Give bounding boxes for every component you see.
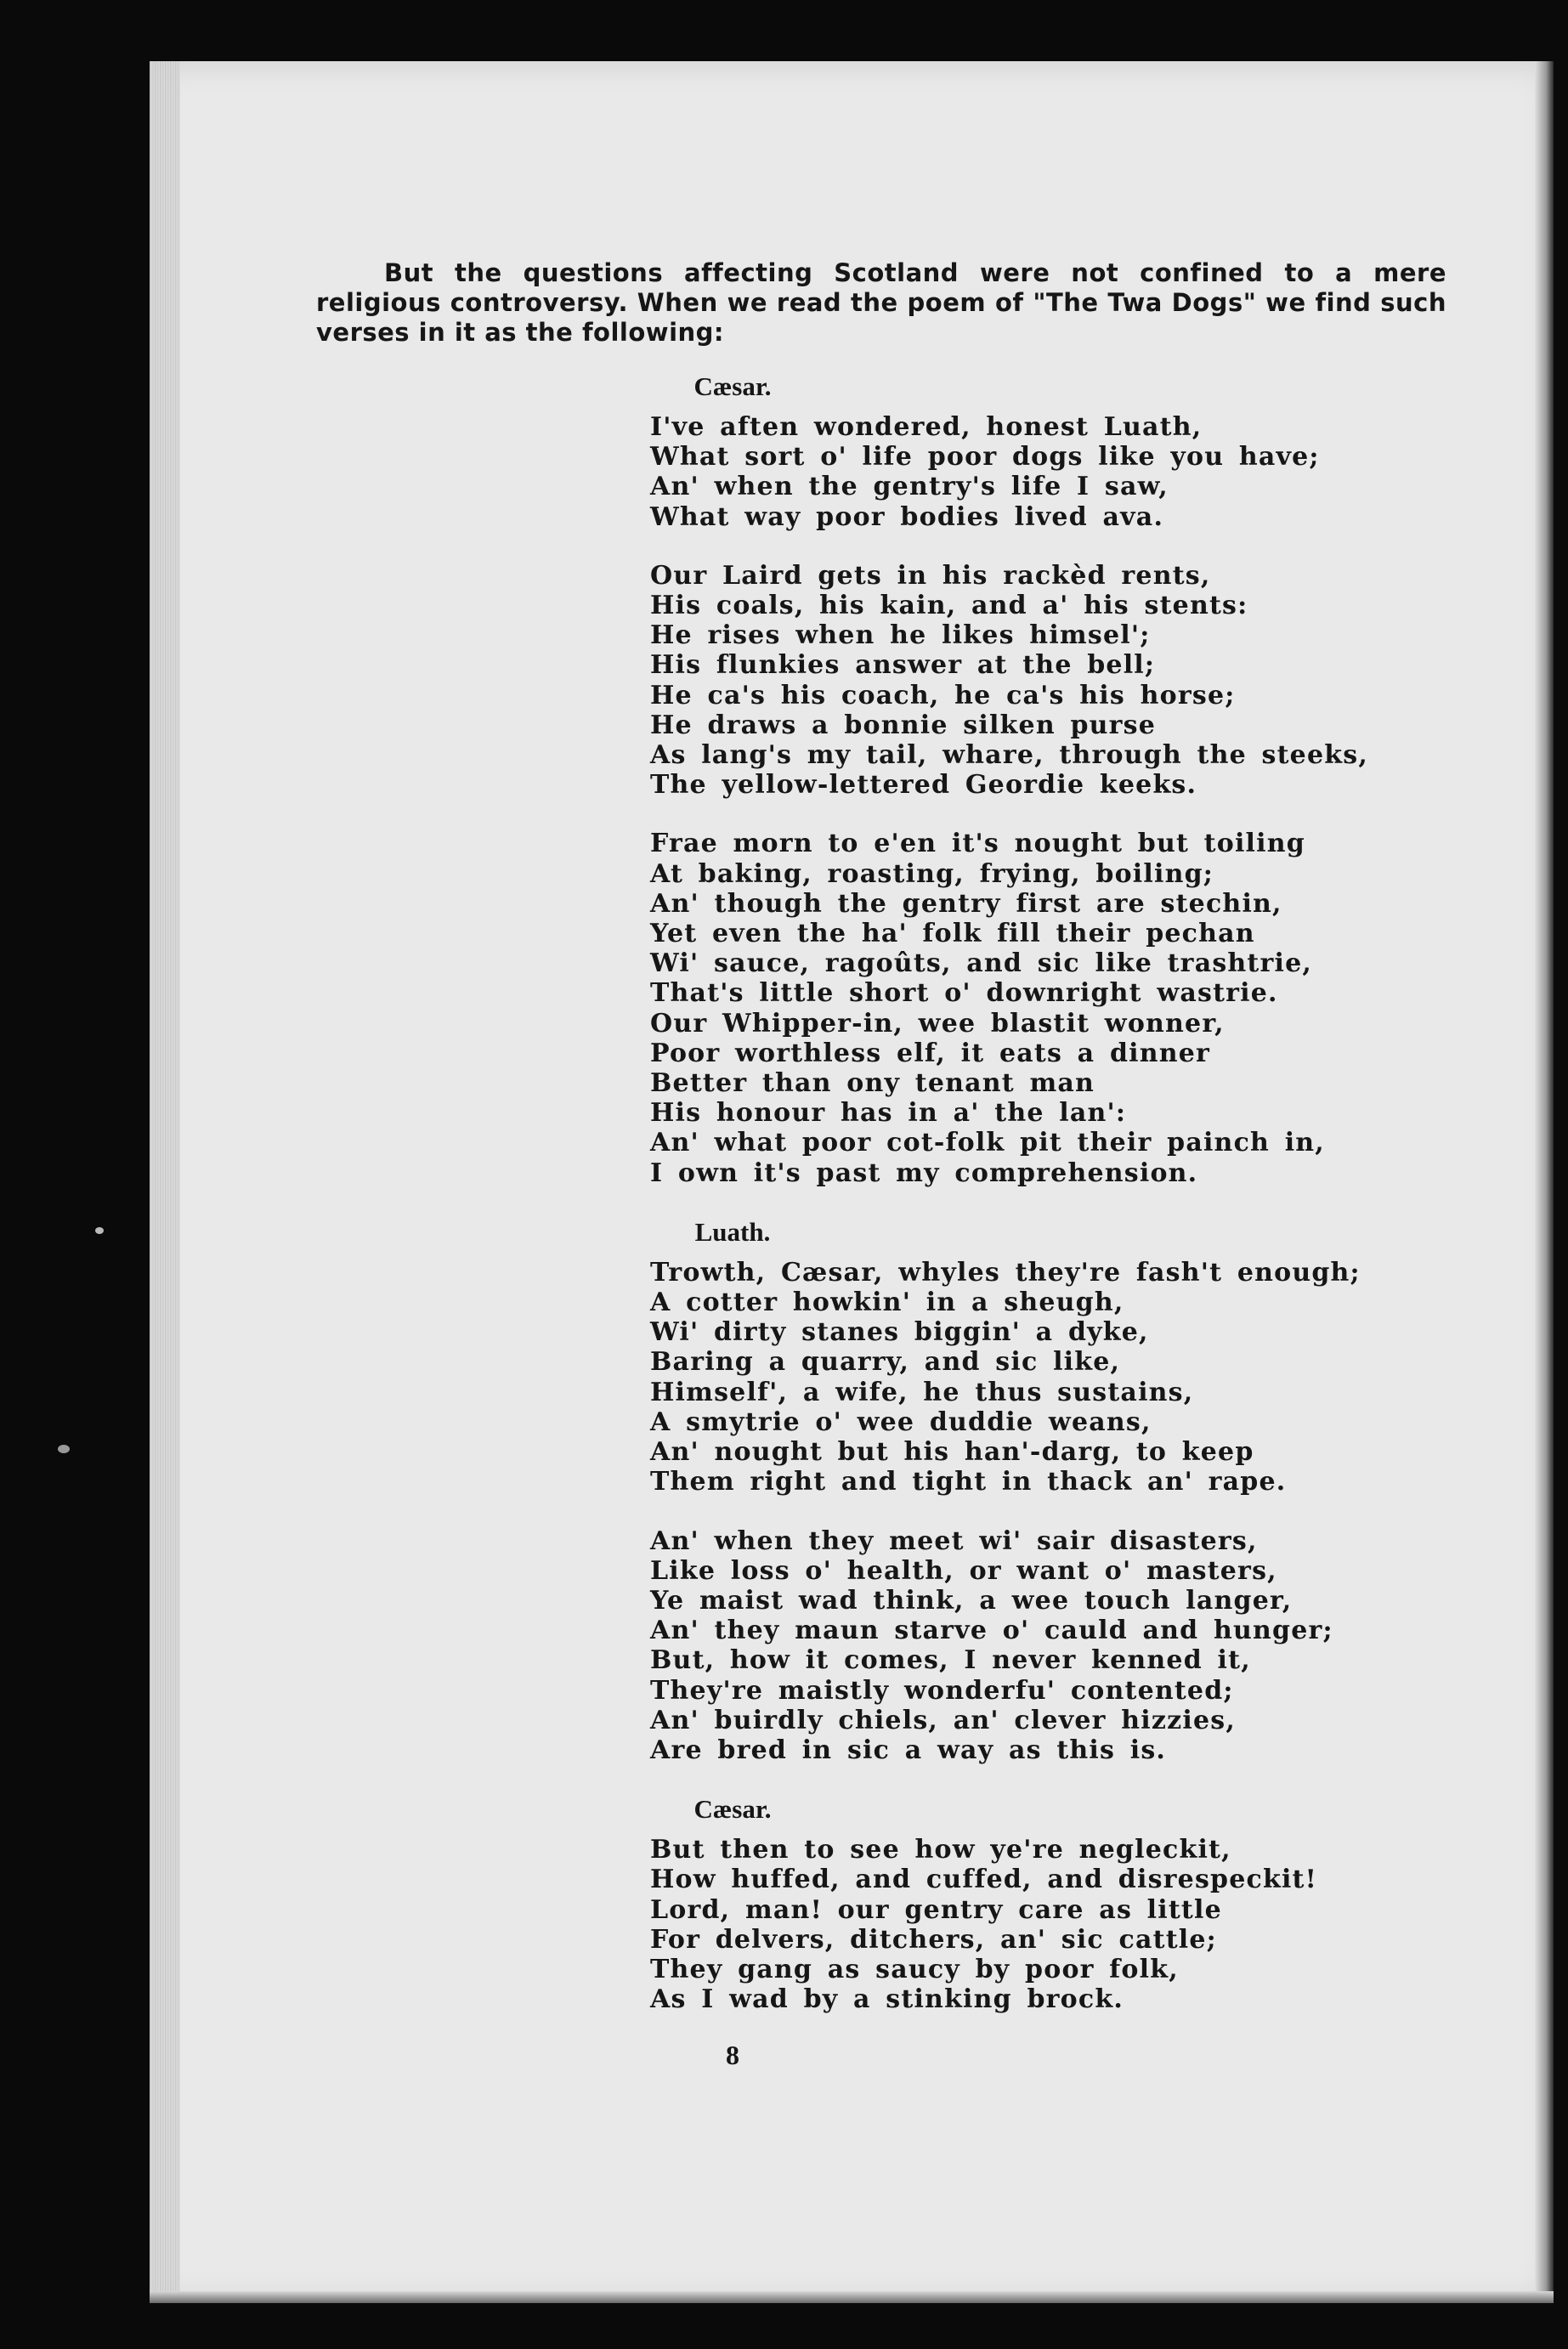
verse-line: His flunkies answer at the bell; bbox=[650, 650, 1156, 681]
verse-line: What way poor bodies lived ava. bbox=[650, 501, 1164, 532]
verse-line: His honour has in a' the lan': bbox=[650, 1098, 1127, 1129]
intro-paragraph bbox=[316, 258, 1446, 348]
stanza bbox=[650, 561, 1446, 801]
verse-line: Ye maist wad think, a wee touch langer, bbox=[650, 1585, 1293, 1616]
verse-line: For delvers, ditchers, an' sic cattle; bbox=[650, 1924, 1217, 1955]
speaker-heading-luath: Luath. bbox=[694, 1216, 771, 1247]
verse-line: An' though the gentry first are stechin, bbox=[650, 888, 1282, 919]
stanza bbox=[650, 1258, 1446, 1497]
verse-line: An' when the gentry's life I saw, bbox=[650, 472, 1169, 502]
verse-line: He rises when he likes himsel'; bbox=[650, 620, 1151, 651]
stanza bbox=[650, 1526, 1446, 1766]
verse-line: A smytrie o' wee duddie weans, bbox=[650, 1407, 1152, 1437]
scan-speck bbox=[95, 1227, 104, 1234]
page-text bbox=[316, 258, 1446, 2070]
verse-line: His coals, his kain, and a' his stents: bbox=[650, 591, 1248, 621]
verse-line: Are bred in sic a way as this is. bbox=[650, 1735, 1167, 1765]
stanza bbox=[650, 1835, 1446, 2014]
verse-line: Better than ony tenant man bbox=[650, 1068, 1095, 1099]
verse-line: Wi' sauce, ragoûts, and sic like trashtrie, bbox=[650, 948, 1313, 979]
verse-line: They gang as saucy by poor folk, bbox=[650, 1954, 1179, 1984]
verse-line: How huffed, and cuffed, and disrespeckit! bbox=[650, 1865, 1317, 1895]
scan-speck bbox=[58, 1445, 70, 1453]
verse-line: As lang's my tail, whare, through the steeks, bbox=[650, 740, 1368, 771]
verse-line: That's little short o' downright wastrie. bbox=[650, 978, 1278, 1009]
stanza bbox=[650, 829, 1446, 1187]
verse-line: An' they maun starve o' cauld and hunger; bbox=[650, 1616, 1333, 1646]
verse-line: But then to see how ye're negleckit, bbox=[650, 1835, 1231, 1865]
verse-line: He ca's his coach, he ca's his horse; bbox=[650, 680, 1236, 710]
speaker-heading-caesar: Cæsar. bbox=[693, 1794, 772, 1825]
page-binding-edge bbox=[150, 61, 180, 2303]
verse-line: An' nought but his han'-darg, to keep bbox=[650, 1437, 1254, 1468]
intro-text: But the questions affecting Scotland were not confined to a mere religious controversy. When we read the poem of "The Twa Dogs" we find such verses in it as the following: bbox=[316, 258, 1446, 347]
verse-line: An' buirdly chiels, an' clever hizzies, bbox=[650, 1705, 1236, 1735]
stanza bbox=[650, 412, 1446, 532]
verse-line: Trowth, Cæsar, whyles they're fash't enough; bbox=[650, 1257, 1361, 1288]
verse-line: I've aften wondered, honest Luath, bbox=[650, 412, 1203, 442]
verse-line: But, how it comes, I never kenned it, bbox=[650, 1645, 1251, 1676]
verse-line: Yet even the ha' folk fill their pechan bbox=[650, 919, 1255, 949]
verse-line: Our Whipper-in, wee blastit wonner, bbox=[650, 1008, 1225, 1039]
verse-line: I own it's past my comprehension. bbox=[650, 1158, 1198, 1188]
verse-line: Our Laird gets in his rackèd rents, bbox=[650, 560, 1211, 591]
verse-line: Poor worthless elf, it eats a dinner bbox=[650, 1038, 1211, 1068]
verse-line: At baking, roasting, frying, boiling; bbox=[650, 858, 1214, 889]
verse-line: The yellow-lettered Geordie keeks. bbox=[650, 770, 1197, 801]
book-page bbox=[150, 61, 1554, 2303]
verse-line: They're maistly wonderfu' contented; bbox=[650, 1675, 1234, 1706]
verse-line: Like loss o' health, or want o' masters, bbox=[650, 1555, 1277, 1586]
verse-line: An' what poor cot-folk pit their painch in, bbox=[650, 1128, 1325, 1158]
verse-line: What sort o' life poor dogs like you have; bbox=[650, 442, 1320, 473]
verse-line: Them right and tight in thack an' rape. bbox=[650, 1467, 1287, 1497]
verse-line: An' when they meet wi' sair disasters, bbox=[650, 1525, 1258, 1556]
verse-line: Lord, man! our gentry care as little bbox=[650, 1894, 1222, 1925]
verse-line: Baring a quarry, and sic like, bbox=[650, 1347, 1121, 1378]
verse-line: Himself', a wife, he thus sustains, bbox=[650, 1377, 1194, 1407]
verse-line: A cotter howkin' in a sheugh, bbox=[650, 1288, 1124, 1318]
verse-line: Wi' dirty stanes biggin' a dyke, bbox=[650, 1317, 1149, 1348]
verse-line: Frae morn to e'en it's nought but toiling bbox=[650, 829, 1305, 859]
speaker-heading-caesar: Cæsar. bbox=[693, 371, 772, 401]
page-right-edge bbox=[1535, 61, 1554, 2303]
page-bottom-edge bbox=[150, 2291, 1554, 2303]
verse-line: He draws a bonnie silken purse bbox=[650, 710, 1157, 740]
verse-line: As I wad by a stinking brock. bbox=[650, 1984, 1124, 2015]
page-number: 8 bbox=[726, 2040, 739, 2071]
